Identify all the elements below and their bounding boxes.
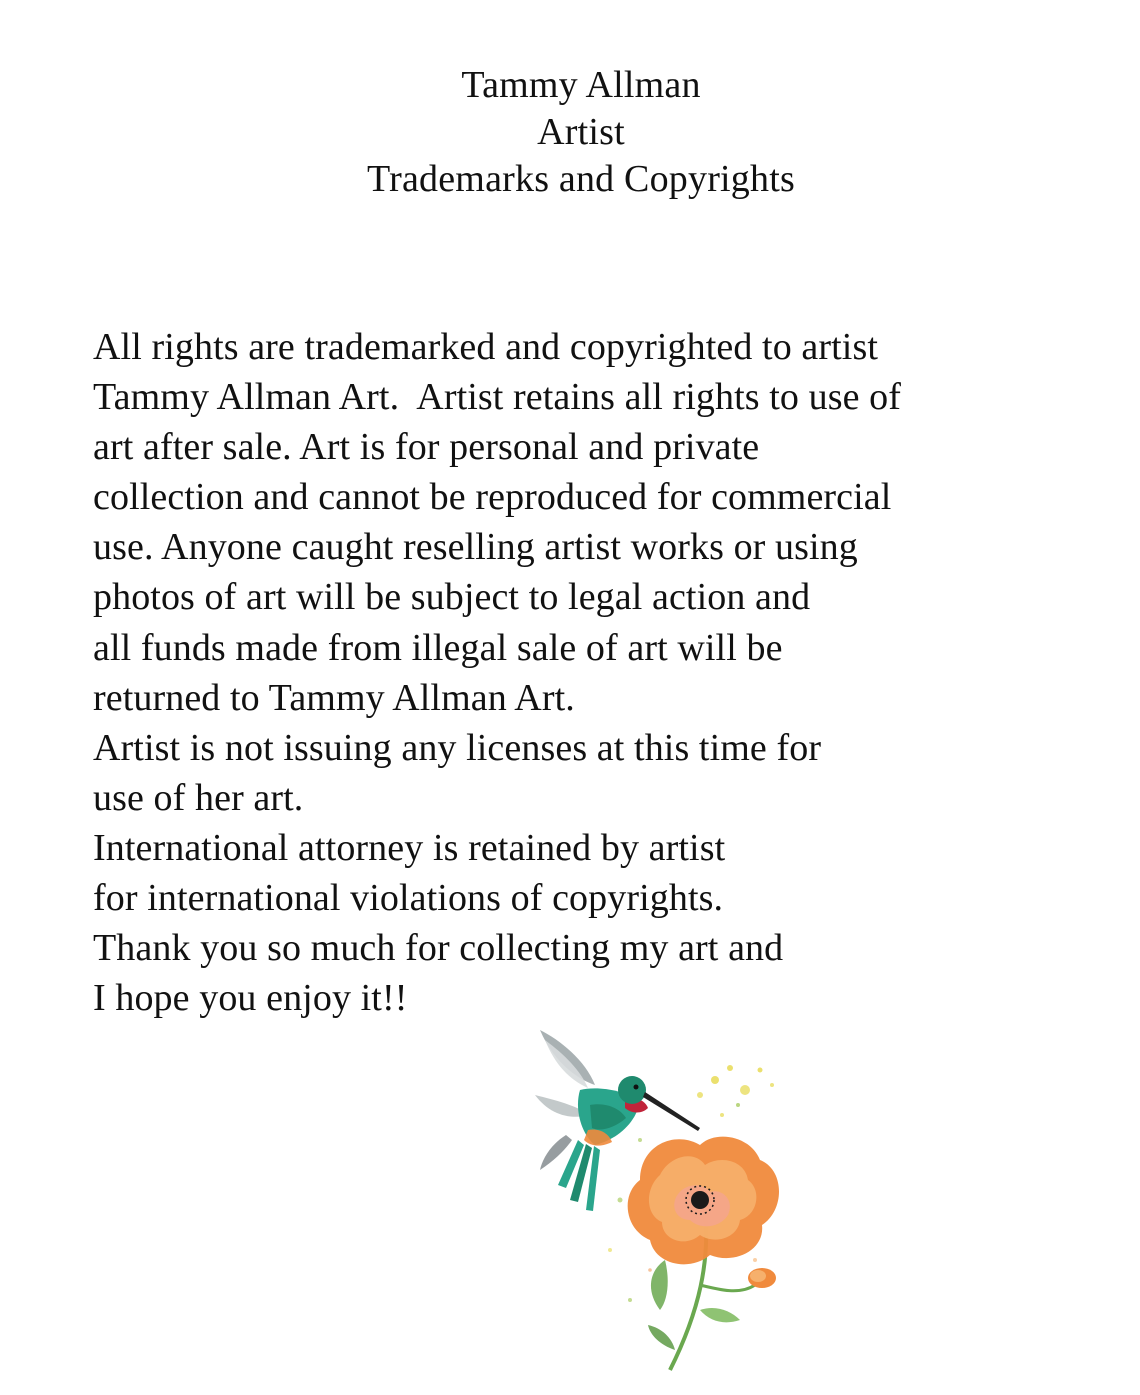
notice-line: collection and cannot be reproduced for commercial (93, 476, 892, 519)
document-header (0, 62, 1140, 203)
notice-line: Artist is not issuing any licenses at this time for (93, 726, 822, 769)
notice-line: all funds made from illegal sale of art will be (93, 626, 783, 669)
notice-line: use. Anyone caught reselling artist works or using (93, 526, 858, 569)
notice-line: art after sale. Art is for personal and private (93, 426, 760, 469)
poppy-flower (628, 1137, 779, 1265)
flower-bud (748, 1268, 776, 1288)
notice-line: photos of art will be subject to legal action and (93, 576, 811, 619)
artist-name: Tammy Allman (461, 64, 701, 106)
notice-line: Tammy Allman Art. Artist retains all rights to use of (93, 376, 902, 419)
notice-line: International attorney is retained by artist (93, 826, 726, 869)
notice-line: All rights are trademarked and copyrighted to artist (93, 326, 878, 368)
document-title: Trademarks and Copyrights (367, 158, 795, 200)
notice-line: Thank you so much for collecting my art and (93, 927, 784, 970)
hummingbird-flower-illustration (500, 1010, 830, 1390)
notice-line: I hope you enjoy it!! (93, 977, 408, 1020)
copyright-notice (93, 322, 1093, 1023)
notice-line: for international violations of copyrights. (93, 877, 724, 920)
notice-line: use of her art. (93, 776, 304, 819)
artist-role: Artist (537, 111, 625, 153)
notice-line: returned to Tammy Allman Art. (93, 676, 575, 719)
